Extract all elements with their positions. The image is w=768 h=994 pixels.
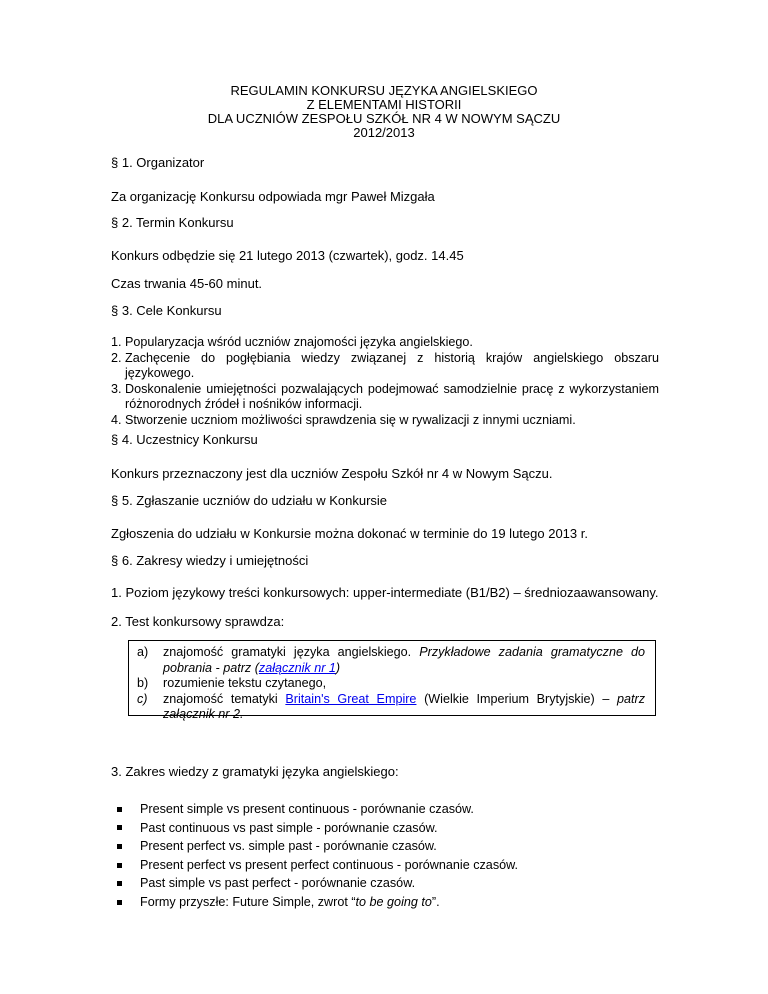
bullet-item — [111, 856, 518, 875]
close-paren: ) — [335, 660, 341, 675]
topic-text: znajomość tematyki — [163, 691, 278, 706]
organizer-name: mgr Paweł Mizgała — [324, 189, 435, 204]
test-scope-box — [128, 640, 656, 721]
deadline-date: 19 lutego 2013 r. — [491, 526, 588, 541]
list-item-text: Popularyzacja wśród uczniów znajomości języka angielskiego. — [125, 335, 473, 349]
section-4-heading: § 4. Uczestnicy Konkursu — [111, 432, 258, 447]
bullet-text: Present perfect vs present perfect continuous - porównanie czasów. — [140, 857, 519, 872]
document-title — [0, 84, 768, 140]
bullet-text — [140, 893, 440, 912]
going-to-phrase: to be going to — [355, 894, 432, 909]
bullet-text: Present perfect vs. simple past - porównanie czasów. — [140, 839, 437, 854]
test-checks-line — [111, 614, 284, 630]
title-line-4: 2012/2013 — [353, 125, 415, 140]
list-item-number: 2. — [111, 350, 122, 365]
goals-list — [111, 335, 659, 428]
bullet-item — [111, 800, 518, 819]
grammar-scope-emphasis: gramatyki — [222, 764, 279, 779]
language-level-label: 1. Poziom językowy treści konkursowych: — [111, 585, 350, 600]
bullet-icon — [117, 881, 122, 886]
closing-quote: ”. — [431, 894, 440, 909]
bullet-icon — [117, 900, 122, 905]
list-item — [111, 382, 659, 413]
list-item-number: 3. — [111, 381, 122, 396]
box-item-text — [163, 645, 645, 676]
section-1-text — [111, 189, 435, 205]
box-item-text — [163, 692, 645, 723]
box-item-letter: b) — [137, 676, 149, 690]
duration-unit: minut. — [226, 276, 263, 291]
bullet-text: Present simple vs present continuous - porównanie czasów. — [140, 802, 474, 816]
list-item-text: Stworzenie uczniom możliwości sprawdzenia się w rywalizacji z innymi uczniami. — [125, 412, 576, 427]
bullet-icon — [117, 863, 122, 868]
bullet-icon — [117, 825, 122, 830]
grammar-scope-suffix: języka angielskiego: — [282, 764, 399, 779]
bullet-text: Past simple vs past perfect - porównanie czasów. — [140, 876, 416, 891]
list-item-text: Zachęcenie do pogłębiania wiedzy związanej z historią krajów angielskiego obszaru językowego. — [125, 350, 659, 380]
list-item-number: 1. — [111, 335, 122, 349]
bullet-text: Past continuous vs past simple - porównanie czasów. — [140, 820, 438, 835]
see-label: patrz ( — [223, 660, 259, 675]
bullet-icon — [117, 807, 122, 812]
box-item-a — [137, 645, 645, 676]
title-line-3: DLA UCZNIÓW ZESPOŁU SZKÓŁ NR 4 W NOWYM SĄCZU — [207, 111, 561, 126]
bullet-icon — [117, 844, 122, 849]
box-item-letter: c) — [137, 691, 148, 706]
see-label: patrz — [617, 691, 645, 706]
title-line-1: REGULAMIN KONKURSU JĘZYKA ANGIELSKIEGO — [230, 83, 538, 98]
future-forms-text: Formy przyszłe: Future Simple, zwrot “ — [140, 894, 356, 909]
box-item-b — [137, 676, 645, 692]
attachment-2-ref: załącznik nr 2. — [163, 707, 244, 721]
bullet-item — [111, 874, 518, 893]
organizer-label: Za organizację Konkursu odpowiada — [111, 189, 322, 204]
section-2-heading: § 2. Termin Konkursu — [111, 215, 234, 230]
list-item — [111, 335, 659, 351]
bullet-item — [111, 837, 518, 856]
title-line-2: Z ELEMENTAMI HISTORII — [306, 97, 462, 112]
topic-translation: (Wielkie Imperium Brytyjskie) – — [424, 691, 610, 706]
date-label: Konkurs odbędzie się — [111, 248, 236, 263]
duration-label: Czas trwania — [111, 276, 187, 291]
grammar-scope-label: 3. Zakres wiedzy z — [111, 764, 219, 779]
section-4-text: Konkurs przeznaczony jest dla uczniów Zespołu Szkół nr 4 w Nowym Sączu. — [111, 466, 553, 481]
sample-tasks-note: Przykładowe zadania gramatyczne do pobrania - — [163, 645, 646, 675]
section-3-heading: § 3. Cele Konkursu — [111, 303, 222, 318]
attachment-1-link[interactable]: załącznik nr 1 — [258, 660, 336, 675]
list-item-number: 4. — [111, 412, 122, 427]
section-5-text — [111, 526, 588, 542]
grammar-text: znajomość gramatyki języka angielskiego. — [163, 645, 412, 659]
test-checks-number: 2. — [111, 614, 122, 629]
section-2-date-line — [111, 248, 464, 264]
duration-value: 45-60 — [189, 276, 224, 291]
grammar-scope-line — [111, 764, 399, 780]
test-checks-label: Test konkursowy sprawdza: — [125, 614, 285, 629]
section-2-duration-line — [111, 276, 262, 292]
section-6-heading: § 6. Zakresy wiedzy i umiejętności — [111, 553, 309, 568]
list-item — [111, 351, 659, 382]
box-item-text: rozumienie tekstu czytanego, — [163, 676, 327, 690]
grammar-bullet-list — [111, 800, 518, 912]
box-item-c — [137, 692, 645, 723]
bullet-item — [111, 819, 518, 838]
contest-date: 21 lutego 2013 (czwartek), godz. 14.45 — [238, 248, 464, 263]
bullet-item — [111, 893, 518, 912]
language-level-value: upper-intermediate (B1/B2) – średniozaawansowany. — [353, 585, 659, 600]
box-item-letter: a) — [137, 645, 149, 659]
section-1-heading: § 1. Organizator — [111, 155, 205, 170]
deadline-label: Zgłoszenia do udziału w Konkursie można dokonać w terminie do — [111, 526, 488, 541]
britains-great-empire-link[interactable]: Britain's Great Empire — [285, 691, 417, 706]
section-5-heading: § 5. Zgłaszanie uczniów do udziału w Konkursie — [111, 493, 388, 508]
list-item — [111, 413, 659, 429]
language-level-line — [111, 585, 658, 601]
list-item-text: Doskonalenie umiejętności pozwalających podejmować samodzielnie pracę z wykorzystaniem różnorodnych źródeł i nośników informacji. — [125, 381, 659, 411]
